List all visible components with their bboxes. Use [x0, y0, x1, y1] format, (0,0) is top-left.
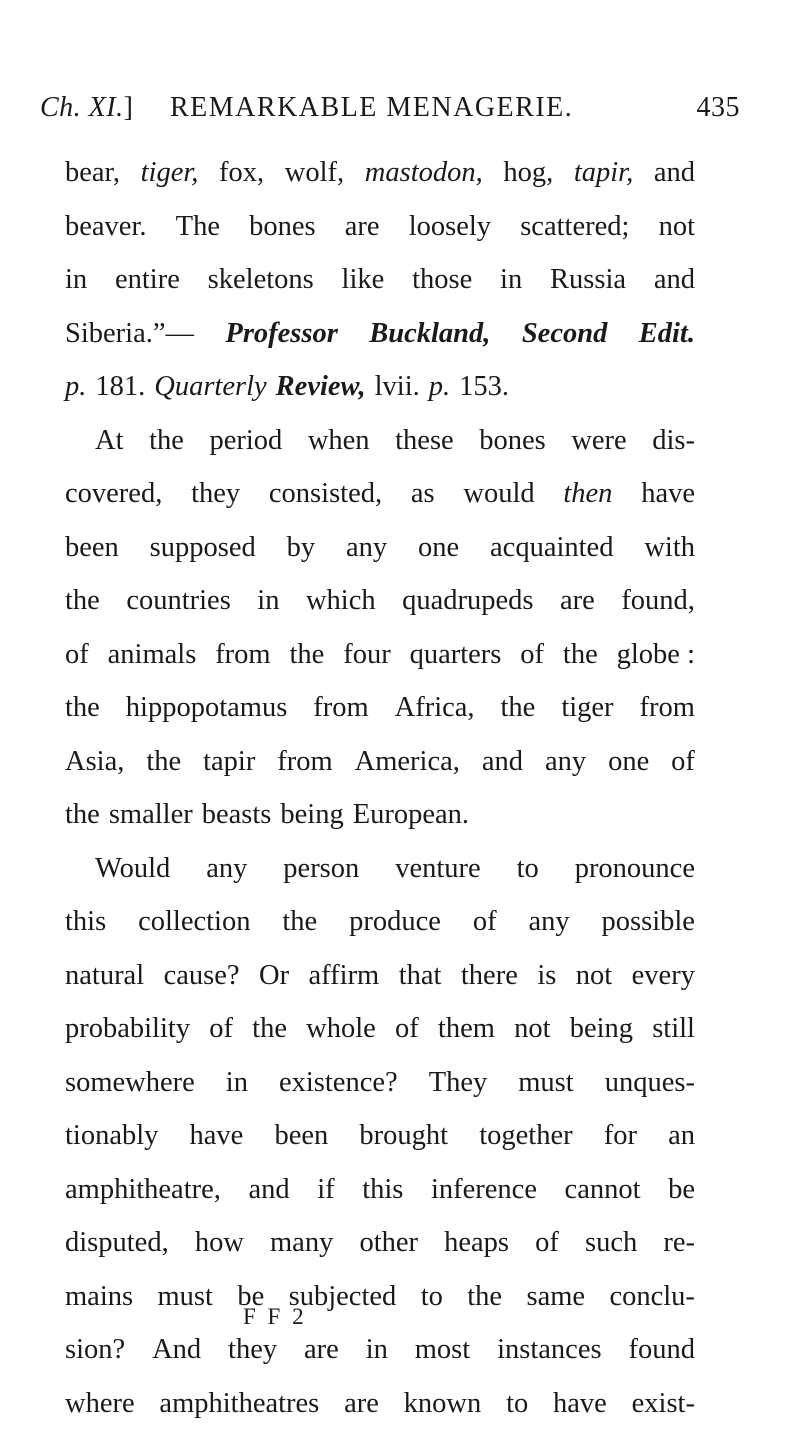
word: known: [404, 1377, 482, 1430]
word: have: [190, 1109, 244, 1163]
word: skeletons: [208, 253, 314, 307]
word: Review,: [276, 360, 366, 414]
word: of: [473, 895, 497, 949]
word: there: [461, 949, 518, 1003]
text-line: [65, 307, 695, 361]
word: hog,: [503, 146, 553, 200]
word: how: [195, 1216, 244, 1270]
word: entire: [115, 253, 180, 307]
signature-mark: F F 2: [243, 1304, 307, 1330]
word: which: [306, 574, 376, 628]
word: when: [308, 414, 370, 468]
word: the: [65, 574, 100, 628]
word: those: [412, 253, 472, 307]
word: the: [289, 628, 324, 682]
word: Africa,: [395, 681, 475, 735]
word: sion?: [65, 1323, 125, 1377]
text-line: [65, 842, 695, 896]
word: is: [537, 949, 556, 1003]
chapter-reference: [40, 92, 133, 124]
word: from: [313, 681, 368, 735]
word: Edit.: [639, 307, 695, 361]
word: collection: [138, 895, 250, 949]
word: affirm: [309, 949, 380, 1003]
word: animals: [108, 628, 197, 682]
word: like: [342, 253, 385, 307]
word: p.: [65, 360, 86, 414]
word: The: [176, 200, 220, 254]
word: of: [535, 1216, 559, 1270]
word: inference: [431, 1163, 537, 1217]
word: America,: [355, 735, 460, 789]
word: the: [146, 735, 181, 789]
word: most: [415, 1323, 470, 1377]
word: quarters: [410, 628, 502, 682]
word: smaller: [109, 788, 193, 842]
word: globe :: [617, 628, 695, 682]
word: scattered;: [520, 200, 629, 254]
word: and: [482, 735, 523, 789]
word: cannot: [565, 1163, 641, 1217]
word: heaps: [444, 1216, 509, 1270]
word: pronounce: [575, 842, 695, 896]
word: Quarterly: [154, 360, 266, 414]
word: fox,: [219, 146, 264, 200]
word: still: [652, 1002, 695, 1056]
word: as: [411, 467, 435, 521]
text-line: [65, 253, 695, 307]
word: Professor: [225, 307, 337, 361]
word: beasts: [202, 788, 272, 842]
word: consisted,: [269, 467, 382, 521]
word: the: [65, 681, 100, 735]
word: not: [659, 200, 695, 254]
word: from: [277, 735, 332, 789]
text-line: [65, 146, 695, 200]
word: Would: [95, 842, 170, 896]
word: disputed,: [65, 1216, 169, 1270]
text-line: [65, 1270, 695, 1324]
word: been: [274, 1109, 328, 1163]
word: the: [501, 681, 536, 735]
running-title: REMARKABLE MENAGERIE.: [170, 92, 573, 124]
chapter-reference-text: Ch. XI.: [40, 92, 124, 123]
word: supposed: [150, 521, 256, 575]
word: being: [570, 1002, 633, 1056]
word: natural: [65, 949, 144, 1003]
text-line: [65, 574, 695, 628]
word: dis-: [652, 414, 695, 468]
word: exist-: [632, 1377, 695, 1430]
text-line: [65, 681, 695, 735]
word: p.: [429, 360, 450, 414]
word: for: [604, 1109, 637, 1163]
word: where: [65, 1377, 135, 1430]
word: them: [438, 1002, 495, 1056]
word: four: [343, 628, 390, 682]
word: being: [280, 788, 343, 842]
word: must: [157, 1270, 212, 1324]
word: the: [563, 628, 598, 682]
word: Siberia.”—: [65, 307, 194, 361]
text-line: [65, 467, 695, 521]
text-line: [65, 1109, 695, 1163]
word: European.: [353, 788, 469, 842]
word: the: [282, 895, 317, 949]
text-line: [65, 1216, 695, 1270]
word: the: [252, 1002, 287, 1056]
word: one: [418, 521, 459, 575]
word: would: [463, 467, 534, 521]
word: unques-: [605, 1056, 695, 1110]
running-head: [40, 92, 740, 132]
word: 153.: [459, 360, 509, 414]
word: in: [366, 1323, 388, 1377]
word: of: [520, 628, 544, 682]
word: and: [248, 1163, 289, 1217]
word: then: [563, 467, 612, 521]
word: loosely: [409, 200, 491, 254]
word: are: [560, 574, 595, 628]
word: found: [628, 1323, 695, 1377]
word: to: [517, 842, 539, 896]
word: bear,: [65, 146, 120, 200]
page-number: 435: [697, 92, 741, 124]
word: in: [257, 574, 279, 628]
word: instances: [497, 1323, 601, 1377]
word: been: [65, 521, 119, 575]
text-line: [65, 521, 695, 575]
word: Or: [259, 949, 289, 1003]
word: every: [632, 949, 695, 1003]
word: Russia: [550, 253, 626, 307]
word: are: [304, 1323, 339, 1377]
word: venture: [395, 842, 480, 896]
chapter-reference-bracket: ]: [124, 92, 134, 123]
word: existence?: [279, 1056, 398, 1110]
text-line: [65, 949, 695, 1003]
word: have: [641, 467, 695, 521]
word: probability: [65, 1002, 190, 1056]
word: that: [399, 949, 442, 1003]
text-line: [65, 628, 695, 682]
word: to: [421, 1270, 443, 1324]
word: to: [506, 1377, 528, 1430]
word: an: [668, 1109, 695, 1163]
word: from: [215, 628, 270, 682]
word: hippopotamus: [126, 681, 288, 735]
word: any: [528, 895, 569, 949]
word: together: [479, 1109, 572, 1163]
word: of: [395, 1002, 419, 1056]
word: from: [640, 681, 695, 735]
word: any: [545, 735, 586, 789]
word: wolf,: [285, 146, 344, 200]
word: conclu-: [609, 1270, 694, 1324]
word: covered,: [65, 467, 162, 521]
word: if: [317, 1163, 334, 1217]
word: in: [65, 253, 87, 307]
word: same: [527, 1270, 586, 1324]
word: this: [65, 895, 106, 949]
word: beaver.: [65, 200, 147, 254]
text-line: [65, 788, 695, 842]
word: such: [585, 1216, 637, 1270]
word: of: [671, 735, 695, 789]
word: tapir,: [574, 146, 633, 200]
word: the: [149, 414, 184, 468]
word: subjected: [289, 1270, 397, 1324]
word: the: [467, 1270, 502, 1324]
word: not: [576, 949, 612, 1003]
word: found,: [621, 574, 695, 628]
word: the: [65, 788, 100, 842]
word: one: [608, 735, 649, 789]
text-line: [65, 1002, 695, 1056]
text-line: [65, 1323, 695, 1377]
word: person: [283, 842, 359, 896]
text-line: [65, 200, 695, 254]
word: tapir: [203, 735, 255, 789]
word: many: [270, 1216, 333, 1270]
word: And: [152, 1323, 201, 1377]
word: At: [95, 414, 124, 468]
word: bones: [479, 414, 546, 468]
word: mastodon,: [365, 146, 483, 200]
word: lvii.: [375, 360, 420, 414]
word: tionably: [65, 1109, 158, 1163]
word: in: [500, 253, 522, 307]
word: bones: [249, 200, 316, 254]
word: tiger: [561, 681, 613, 735]
word: possible: [602, 895, 695, 949]
word: cause?: [164, 949, 240, 1003]
word: they: [228, 1323, 277, 1377]
word: any: [206, 842, 247, 896]
word: countries: [126, 574, 230, 628]
word: period: [209, 414, 282, 468]
word: were: [571, 414, 626, 468]
word: and: [654, 146, 695, 200]
text-line: [65, 1163, 695, 1217]
word: somewhere: [65, 1056, 195, 1110]
word: They: [429, 1056, 488, 1110]
text-line: [65, 895, 695, 949]
word: any: [346, 521, 387, 575]
word: not: [514, 1002, 550, 1056]
word: brought: [359, 1109, 448, 1163]
word: they: [191, 467, 240, 521]
word: be: [237, 1270, 264, 1324]
text-line: [65, 414, 695, 468]
word: these: [395, 414, 454, 468]
word: with: [644, 521, 695, 575]
text-line: [65, 1377, 695, 1430]
text-line: [65, 360, 695, 414]
word: produce: [349, 895, 441, 949]
word: amphitheatre,: [65, 1163, 221, 1217]
word: be: [668, 1163, 695, 1217]
word: and: [654, 253, 695, 307]
word: other: [359, 1216, 418, 1270]
word: whole: [306, 1002, 376, 1056]
word: mains: [65, 1270, 133, 1324]
word: re-: [663, 1216, 695, 1270]
word: by: [287, 521, 316, 575]
word: amphitheatres: [159, 1377, 319, 1430]
text-line: [65, 735, 695, 789]
word: 181.: [95, 360, 145, 414]
word: this: [362, 1163, 403, 1217]
word: of: [209, 1002, 233, 1056]
word: Second: [522, 307, 608, 361]
word: in: [226, 1056, 248, 1110]
word: quadrupeds: [402, 574, 533, 628]
word: acquainted: [490, 521, 613, 575]
word: Asia,: [65, 735, 124, 789]
word: must: [518, 1056, 573, 1110]
word: have: [553, 1377, 607, 1430]
text-line: [65, 1056, 695, 1110]
word: Buckland,: [369, 307, 490, 361]
body-text: [65, 146, 695, 1430]
word: of: [65, 628, 89, 682]
word: tiger,: [141, 146, 199, 200]
word: are: [344, 1377, 379, 1430]
word: are: [345, 200, 380, 254]
